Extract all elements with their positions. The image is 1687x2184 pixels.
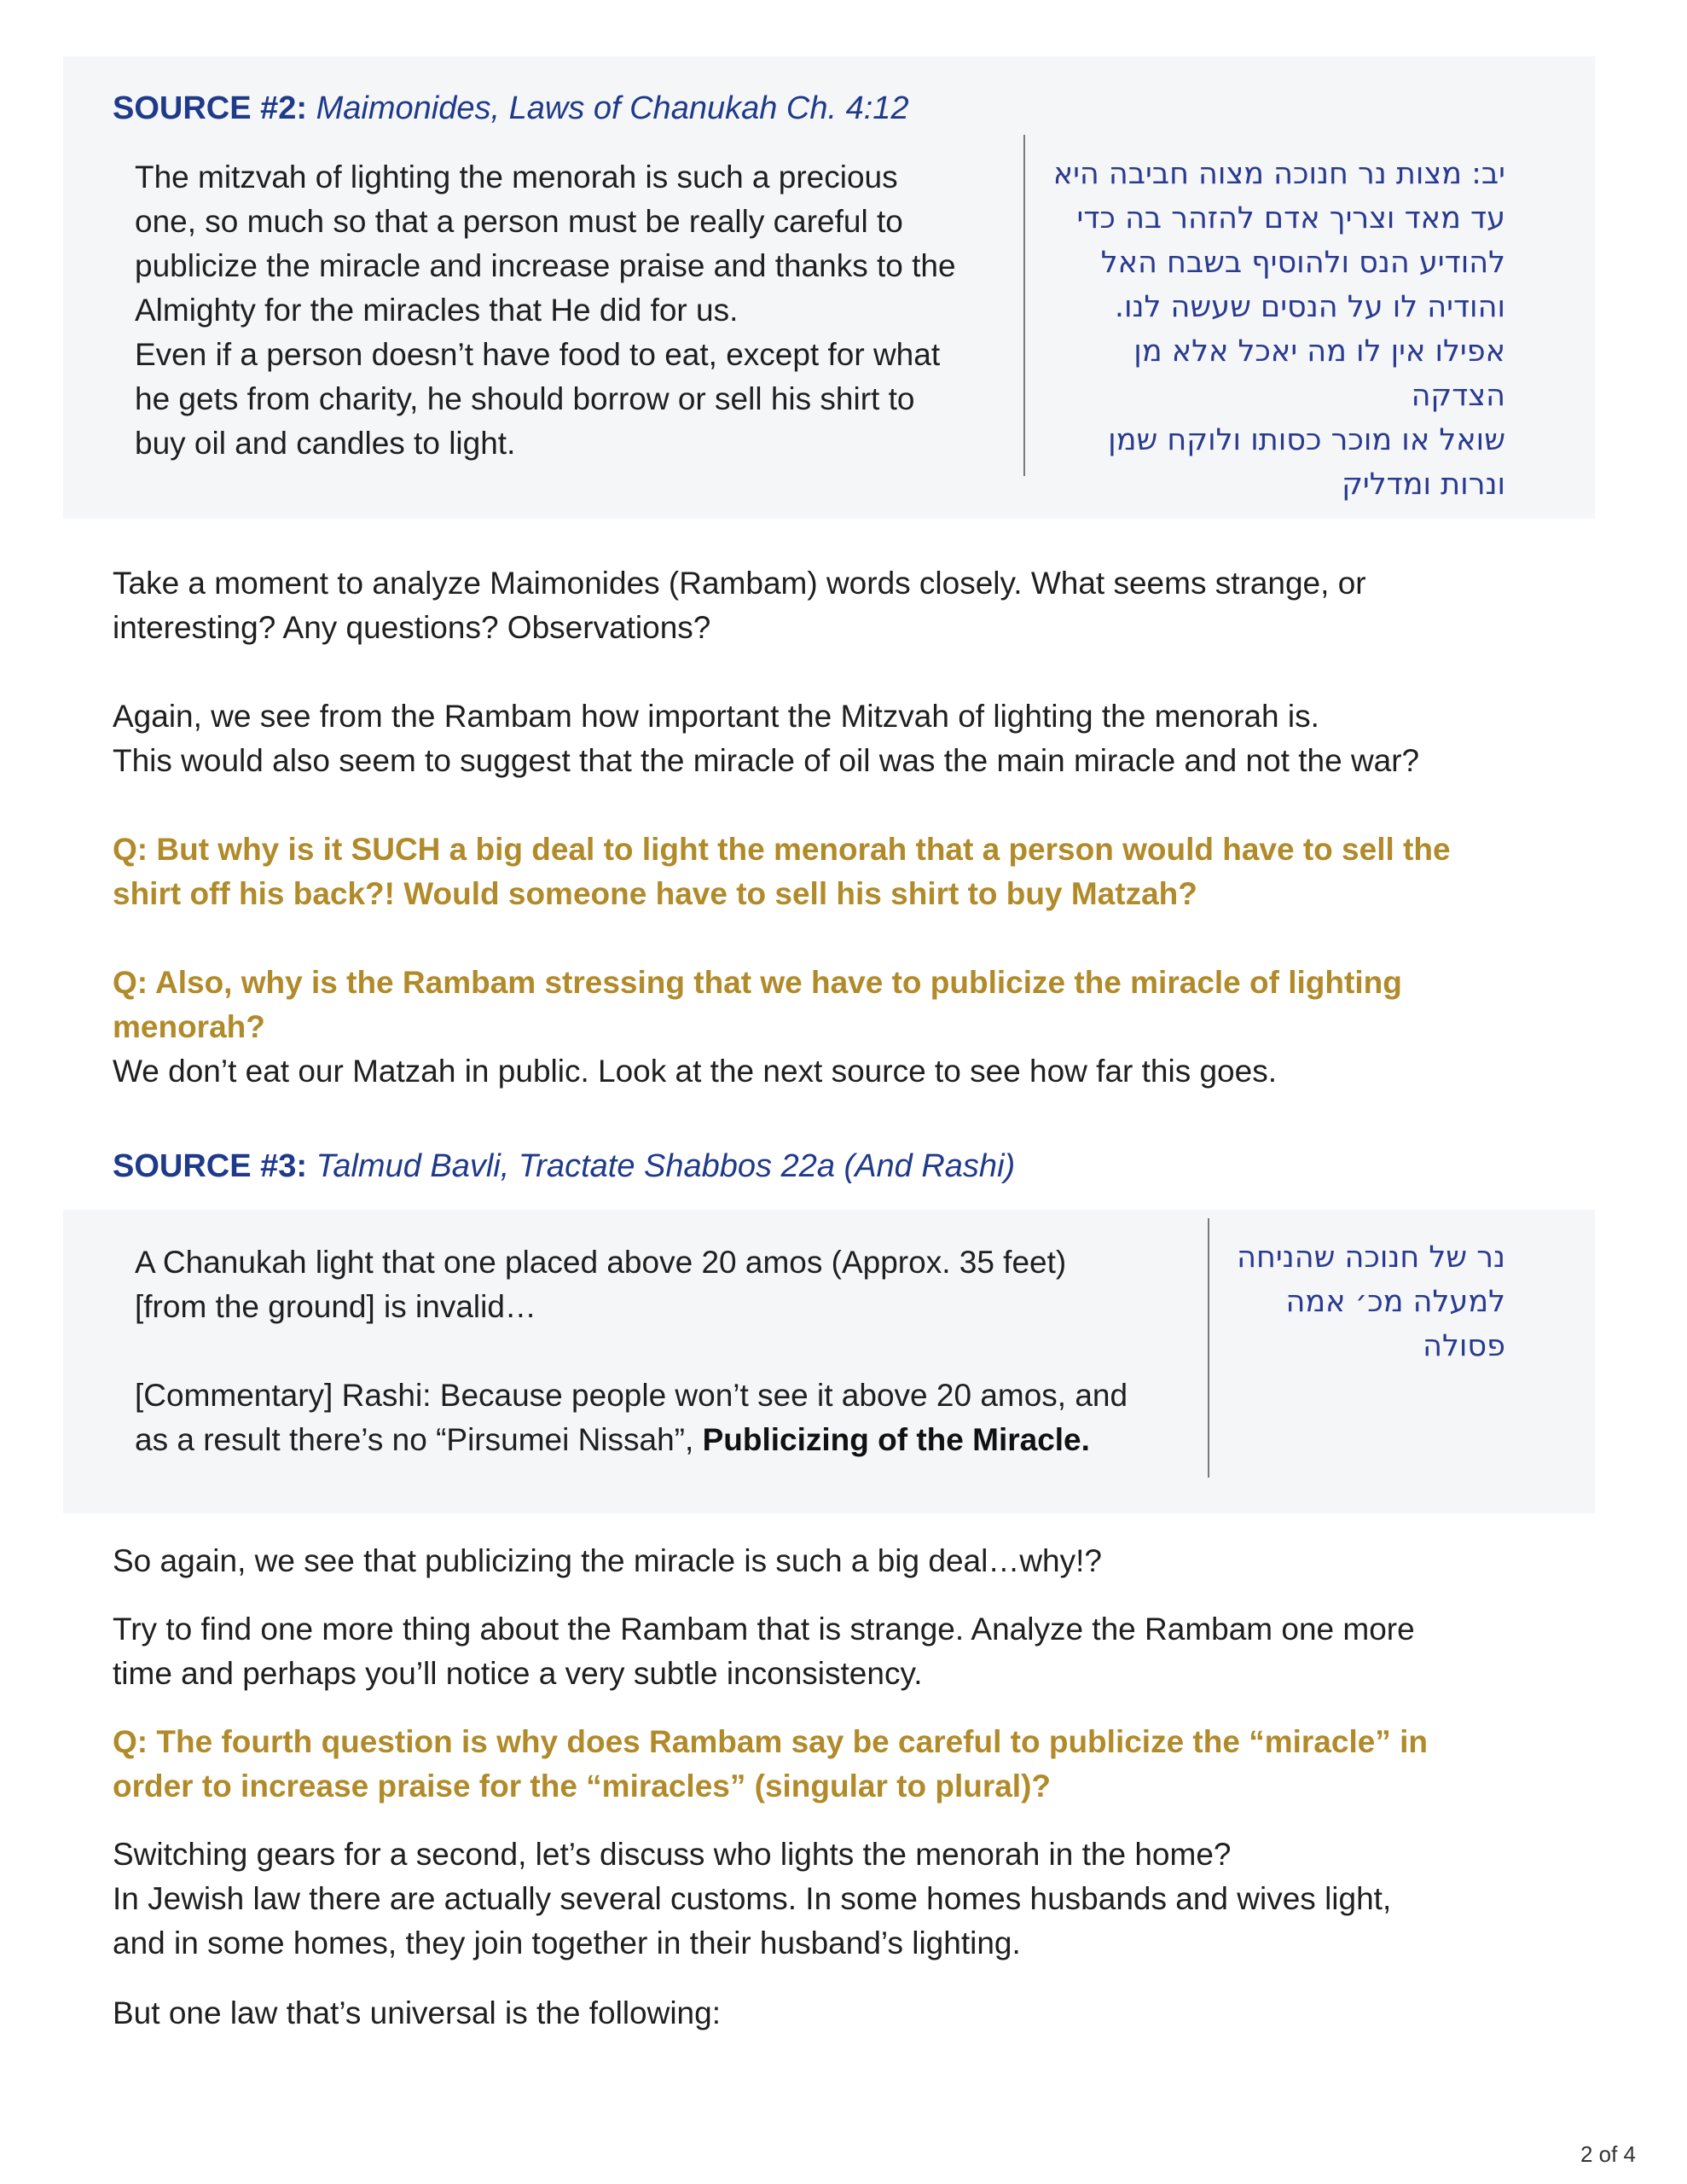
page-number: 2 of 4 <box>1580 2141 1636 2167</box>
text-line: Take a moment to analyze Maimonides (Rambam) words closely. What seems strange, or <box>113 566 1366 601</box>
source-3-hebrew <box>1220 1235 1505 1368</box>
text-line: So again, we see that publicizing the miracle is such a big deal…why!? <box>113 1543 1102 1578</box>
text-line: [from the ground] is invalid… <box>135 1289 536 1324</box>
text-line: This would also seem to suggest that the miracle of oil was the main miracle and not the war? <box>113 743 1420 778</box>
paragraph-so-again <box>113 1539 1562 1583</box>
text-line: We don’t eat our Matzah in public. Look at the next source to see how far this goes. <box>113 1054 1277 1089</box>
text-line: Q: The fourth question is why does Rambam say be careful to publicize the “miracle” in <box>113 1724 1428 1759</box>
bold-phrase: Publicizing of the Miracle. <box>702 1422 1090 1457</box>
paragraph-switching <box>113 1833 1562 1966</box>
text-line: menorah? <box>113 1009 265 1044</box>
text-line: ונרות ומדליק <box>1342 468 1505 502</box>
text-line: Switching gears for a second, let’s discuss who lights the menorah in the home? <box>113 1837 1232 1872</box>
text-line: והודיה לו על הנסים שעשה לנו. <box>1114 290 1505 324</box>
source-2-heading <box>113 90 909 127</box>
text-line: Try to find one more thing about the Rambam that is strange. Analyze the Rambam one more <box>113 1612 1415 1647</box>
source-2-divider <box>1023 135 1025 476</box>
source-3-citation: Talmud Bavli, Tractate Shabbos 22a (And Rashi) <box>316 1148 1016 1184</box>
source-2-citation: Maimonides, Laws of Chanukah Ch. 4:12 <box>316 90 909 126</box>
text-line: יב: מצות נר חנוכה מצוה חביבה היא <box>1052 157 1505 191</box>
text-line: נר של חנוכה שהניחה <box>1237 1240 1505 1275</box>
text-line: order to increase praise for the “miracles” (singular to plural)? <box>113 1769 1052 1804</box>
text-line: interesting? Any questions? Observations? <box>113 610 711 645</box>
source-3-label: SOURCE #3: <box>113 1148 308 1184</box>
text-line: Q: But why is it SUCH a big deal to light the menorah that a person would have to sell the <box>113 832 1451 867</box>
source-3-divider <box>1208 1218 1209 1478</box>
source-3-english <box>135 1240 1192 1462</box>
text-line: Almighty for the miracles that He did for us. <box>135 293 739 328</box>
text-line: But one law that’s universal is the following: <box>113 1995 721 2030</box>
source-2-hebrew <box>1041 152 1505 507</box>
paragraph-again <box>113 694 1562 783</box>
paragraph-matzah <box>113 1049 1562 1094</box>
text-line: [Commentary] Rashi: Because people won’t see it above 20 amos, and <box>135 1378 1128 1413</box>
text-line: שואל או מוכר כסותו ולוקח שמן <box>1108 423 1505 457</box>
text-line: he gets from charity, he should borrow or sell his shirt to <box>135 381 915 416</box>
text-line: פסולה <box>1423 1329 1505 1363</box>
source-3-heading <box>113 1148 1015 1185</box>
question-4 <box>113 1720 1562 1809</box>
text-line: The mitzvah of lighting the menorah is such a precious <box>135 160 898 195</box>
text-line: Even if a person doesn’t have food to eat, except for what <box>135 337 941 372</box>
text-line: למעלה מכ׳ אמה <box>1285 1285 1505 1319</box>
text-line: Again, we see from the Rambam how important the Mitzvah of lighting the menorah is. <box>113 699 1319 734</box>
paragraph-try <box>113 1607 1562 1696</box>
text-line: להודיע הנס ולהוסיף בשבח האל <box>1100 246 1505 280</box>
paragraph-analyze <box>113 561 1562 650</box>
text-line: עד מאד וצריך אדם להזהר בה כדי <box>1076 201 1505 235</box>
source-2-english <box>135 155 1039 466</box>
text-line: buy oil and candles to light. <box>135 426 516 461</box>
text-line: one, so much so that a person must be really careful to <box>135 204 903 239</box>
text-line: Q: Also, why is the Rambam stressing that we have to publicize the miracle of lighting <box>113 965 1402 1000</box>
rashi-line-2 <box>135 1418 1192 1462</box>
question-2 <box>113 961 1562 1049</box>
text-line: and in some homes, they join together in their husband’s lighting. <box>113 1926 1021 1960</box>
text-line: publicize the miracle and increase praise and thanks to the <box>135 248 956 283</box>
paragraph-universal <box>113 1991 1562 2036</box>
question-1 <box>113 828 1562 916</box>
text-line: In Jewish law there are actually several customs. In some homes husbands and wives light, <box>113 1881 1392 1916</box>
text-line: A Chanukah light that one placed above 20 amos (Approx. 35 feet) <box>135 1245 1067 1280</box>
source-2-label: SOURCE #2: <box>113 90 308 126</box>
text-line: as a result there’s no “Pirsumei Nissah”, <box>135 1422 703 1457</box>
text-line: time and perhaps you’ll notice a very subtle inconsistency. <box>113 1656 923 1691</box>
text-line: shirt off his back?! Would someone have to sell his shirt to buy Matzah? <box>113 876 1197 911</box>
text-line: אפילו אין לו מה יאכל אלא מן הצדקה <box>1133 334 1505 413</box>
